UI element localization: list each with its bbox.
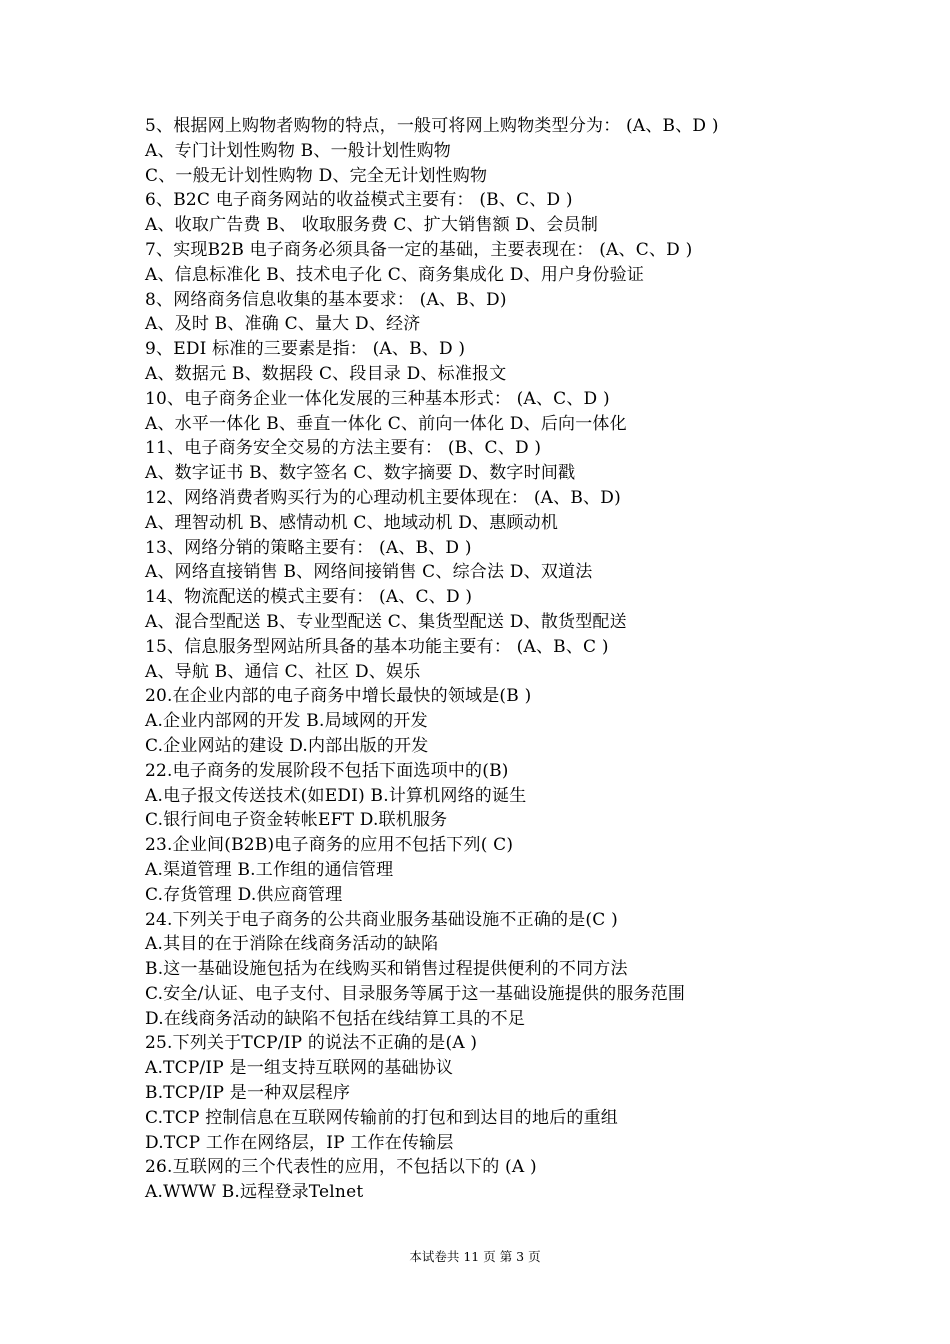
- text-line: A.电子报文传送技术(如EDI) B.计算机网络的诞生: [145, 785, 527, 806]
- text-line: C.存货管理 D.供应商管理: [145, 884, 343, 905]
- text-line: B.TCP/IP 是一种双层程序: [145, 1083, 351, 1104]
- text-line: C、一般无计划性购物 D、完全无计划性购物: [145, 165, 488, 186]
- text-line: A.渠道管理 B.工作组的通信管理: [145, 859, 394, 880]
- text-line: 9、EDI 标准的三要素是指： (A、B、D ): [145, 339, 466, 360]
- question-text-block: [145, 114, 925, 1205]
- text-line: 8、网络商务信息收集的基本要求： (A、B、D): [145, 289, 507, 310]
- text-line: A、理智动机 B、感情动机 C、地域动机 D、惠顾动机: [145, 512, 559, 533]
- text-line: C.银行间电子资金转帐EFT D.联机服务: [145, 810, 448, 831]
- text-line: A、网络直接销售 B、网络间接销售 C、综合法 D、双道法: [145, 562, 593, 583]
- text-line: A.企业内部网的开发 B.局域网的开发: [145, 711, 428, 732]
- text-line: 13、网络分销的策略主要有： (A、B、D ): [145, 537, 472, 558]
- text-line: D.在线商务活动的缺陷不包括在线结算工具的不足: [145, 1008, 526, 1029]
- text-line: D.TCP 工作在网络层，IP 工作在传输层: [145, 1132, 454, 1153]
- text-line: A、及时 B、准确 C、量大 D、经济: [145, 314, 421, 335]
- text-line: A、数据元 B、数据段 C、段目录 D、标准报文: [145, 363, 507, 384]
- text-line: A、信息标准化 B、技术电子化 C、商务集成化 D、用户身份验证: [145, 264, 645, 285]
- text-line: 10、电子商务企业一体化发展的三种基本形式： (A、C、D ): [145, 388, 610, 409]
- text-line: A、收取广告费 B、 收取服务费 C、扩大销售额 D、会员制: [145, 215, 599, 236]
- text-line: A、专门计划性购物 B、一般计划性购物: [145, 140, 451, 161]
- text-line: 12、网络消费者购买行为的心理动机主要体现在： (A、B、D): [145, 487, 621, 508]
- text-line: A.其目的在于消除在线商务活动的缺陷: [145, 934, 439, 955]
- text-line: 11、电子商务安全交易的方法主要有： (B、C、D ): [145, 438, 542, 459]
- page-footer: 本试卷共 11 页 第 3 页: [409, 1249, 541, 1264]
- text-line: A.TCP/IP 是一组支持互联网的基础协议: [145, 1058, 454, 1079]
- text-line: 7、实现B2B 电子商务必须具备一定的基础，主要表现在： (A、C、D ): [145, 239, 693, 260]
- text-line: 26.互联网的三个代表性的应用，不包括以下的 (A ): [145, 1157, 537, 1178]
- text-line: 20.在企业内部的电子商务中增长最快的领域是(B ): [145, 686, 532, 707]
- text-line: 24.下列关于电子商务的公共商业服务基础设施不正确的是(C ): [145, 909, 618, 930]
- text-line: 23.企业间(B2B)电子商务的应用不包括下列( C): [145, 835, 514, 856]
- text-line: B.这一基础设施包括为在线购买和销售过程提供便利的不同方法: [145, 959, 628, 980]
- text-line: A.WWW B.远程登录Telnet: [145, 1182, 364, 1203]
- text-line: 22.电子商务的发展阶段不包括下面选项中的(B): [145, 760, 509, 781]
- text-line: 6、B2C 电子商务网站的收益模式主要有： (B、C、D ): [145, 190, 573, 211]
- text-line: 5、根据网上购物者购物的特点，一般可将网上购物类型分为： (A、B、D ): [145, 116, 719, 136]
- text-line: C.企业网站的建设 D.内部出版的开发: [145, 735, 429, 756]
- text-line: 15、信息服务型网站所具备的基本功能主要有： (A、B、C ): [145, 636, 609, 657]
- text-line: 14、物流配送的模式主要有： (A、C、D ): [145, 587, 473, 608]
- text-line: C.TCP 控制信息在互联网传输前的打包和到达目的地后的重组: [145, 1107, 618, 1128]
- text-line: A、数字证书 B、数字签名 C、数字摘要 D、数字时间戳: [145, 463, 576, 484]
- text-line: 25.下列关于TCP/IP 的说法不正确的是(A ): [145, 1033, 478, 1054]
- text-line: A、水平一体化 B、垂直一体化 C、前向一体化 D、后向一体化: [145, 413, 627, 434]
- text-line: A、导航 B、通信 C、社区 D、娱乐: [145, 661, 421, 682]
- text-line: A、混合型配送 B、专业型配送 C、集货型配送 D、散货型配送: [145, 611, 627, 632]
- text-line: C.安全/认证、电子支付、目录服务等属于这一基础设施提供的服务范围: [145, 983, 686, 1004]
